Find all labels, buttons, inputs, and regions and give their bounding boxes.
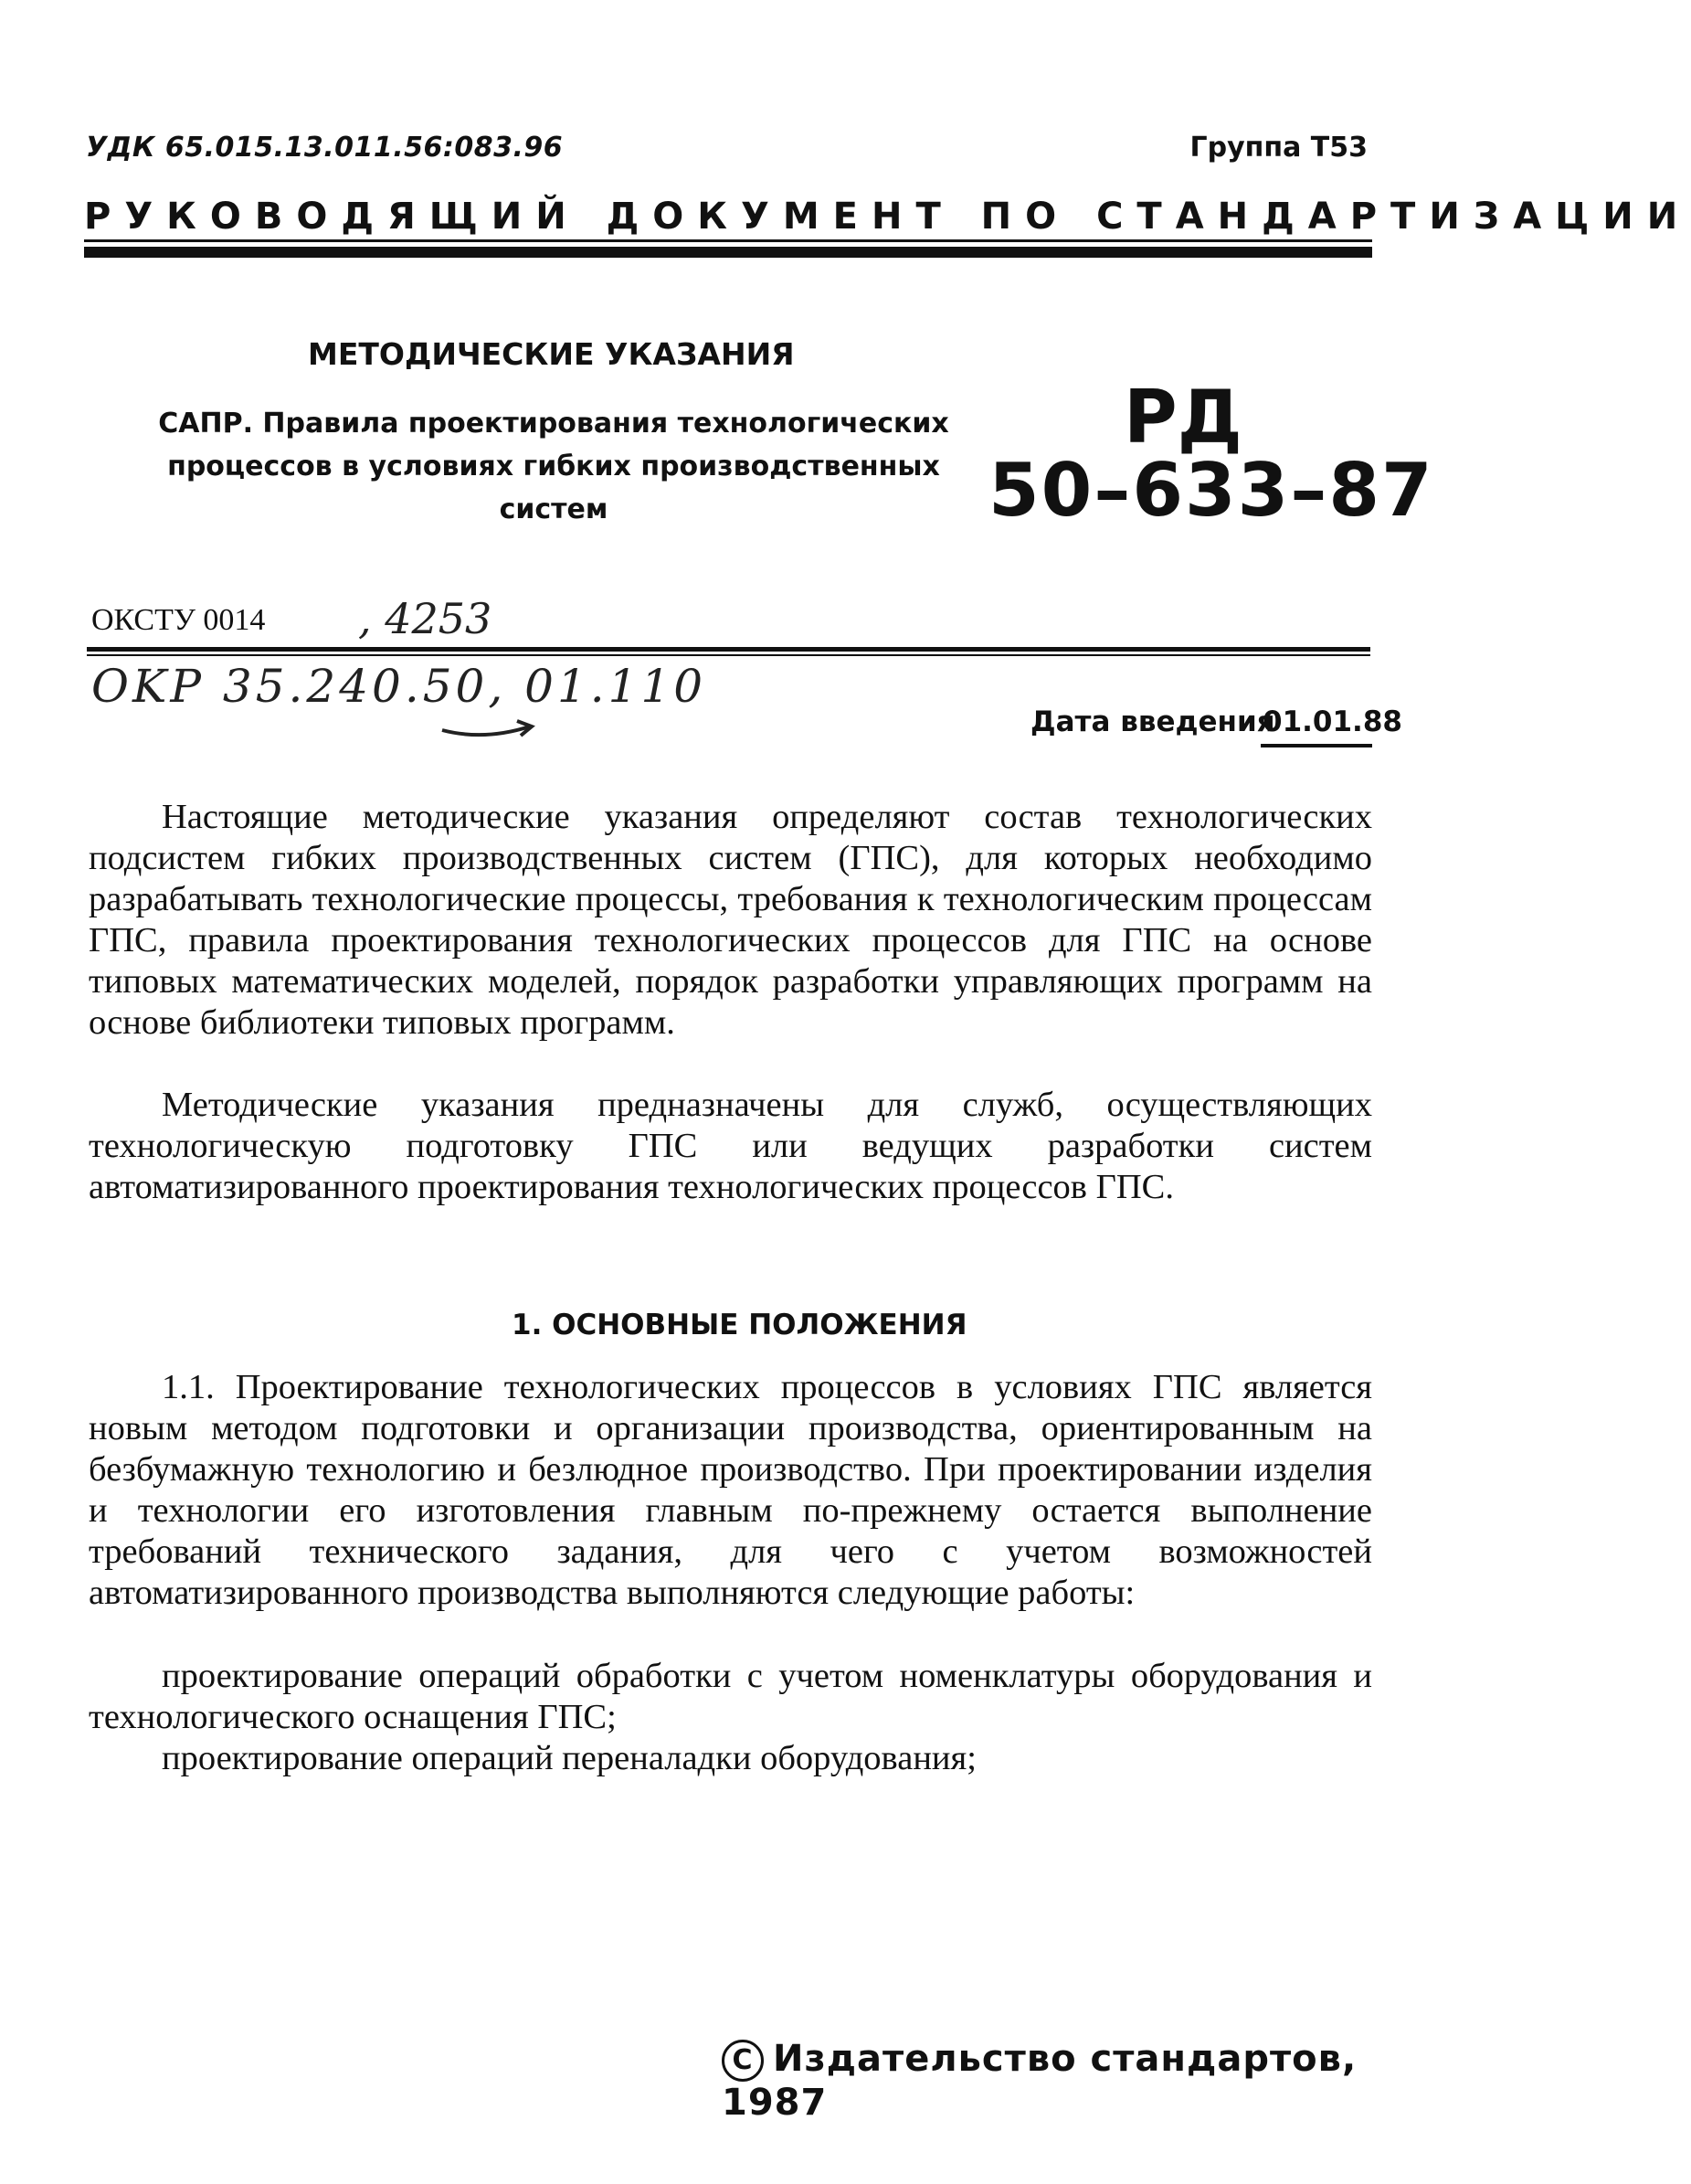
section-1-paragraph: 1.1. Проектирование технологических процессов в условиях ГПС является новым методом подготовки и организации производства, ориентированным на безбумажную технологию и безлюдное производство. При проектировании изделия и технологии его изготовления главным по-прежнему остается выполнение требований технического задания, для чего с учетом возможностей автоматизированного производства выполняются следующие работы: (89, 1368, 1372, 1612)
header-rule (84, 247, 1372, 258)
document-kind-banner: РУКОВОДЯЩИЙ ДОКУМЕНТ ПО СТАНДАРТИЗАЦИИ (84, 196, 1691, 238)
date-value: 01.01.88 (1263, 705, 1402, 738)
document-type: МЕТОДИЧЕСКИЕ УКАЗАНИЯ (308, 336, 795, 372)
intro-paragraph-1: Настоящие методические указания определяют состав технологических подсистем гибких производственных систем (ГПС), для которых необходимо разрабатывать технологические процессы, требования к технологическим процессам ГПС, правила проектирования технологических процессов для ГПС на основе типовых математических моделей, порядок разработки управляющих программ на основе библиотеки типовых программ. (89, 798, 1372, 1042)
okstu-handwritten-addition: , 4253 (358, 594, 492, 643)
classification-rule-thin (87, 654, 1370, 656)
document-title: САПР. Правила проектирования технологических процессов в условиях гибких производственных систем (158, 408, 949, 525)
section-1-list-item-1: проектирование операций обработки с учетом номенклатуры оборудования и технологического оснащения ГПС; (89, 1657, 1372, 1736)
group-code: Группа Т53 (1189, 132, 1368, 164)
section-heading: 1. ОСНОВНЫЕ ПОЛОЖЕНИЯ (512, 1309, 967, 1341)
classification-rule (87, 647, 1370, 652)
intro-paragraph-2: Методические указания предназначены для служб, осуществляющих технологическую подготовку ГПС или ведущих разработки систем автоматизированного проектирования технологических процессов ГПС. (89, 1086, 1372, 1206)
okstu-code: ОКСТУ 0014 (91, 603, 266, 637)
rd-number: 50–633–87 (988, 448, 1434, 533)
rd-label: РД (1124, 375, 1242, 460)
date-label: Дата введения (1030, 705, 1275, 738)
copyright-icon: C (722, 2040, 764, 2082)
footer (722, 2038, 1470, 2124)
okp-handwritten-code: OKP 35.240.50, 01.110 (91, 660, 707, 713)
header-rule-thin (84, 239, 1372, 242)
section-1-list-item-2: проектирование операций переналадки оборудования; (162, 1739, 977, 1777)
publisher-line: Издательство стандартов, 1987 (722, 2038, 1358, 2124)
udk-code: УДК 65.015.13.011.56:083.96 (86, 132, 564, 164)
handwritten-arrow-icon (439, 717, 539, 745)
date-underline (1261, 744, 1372, 747)
